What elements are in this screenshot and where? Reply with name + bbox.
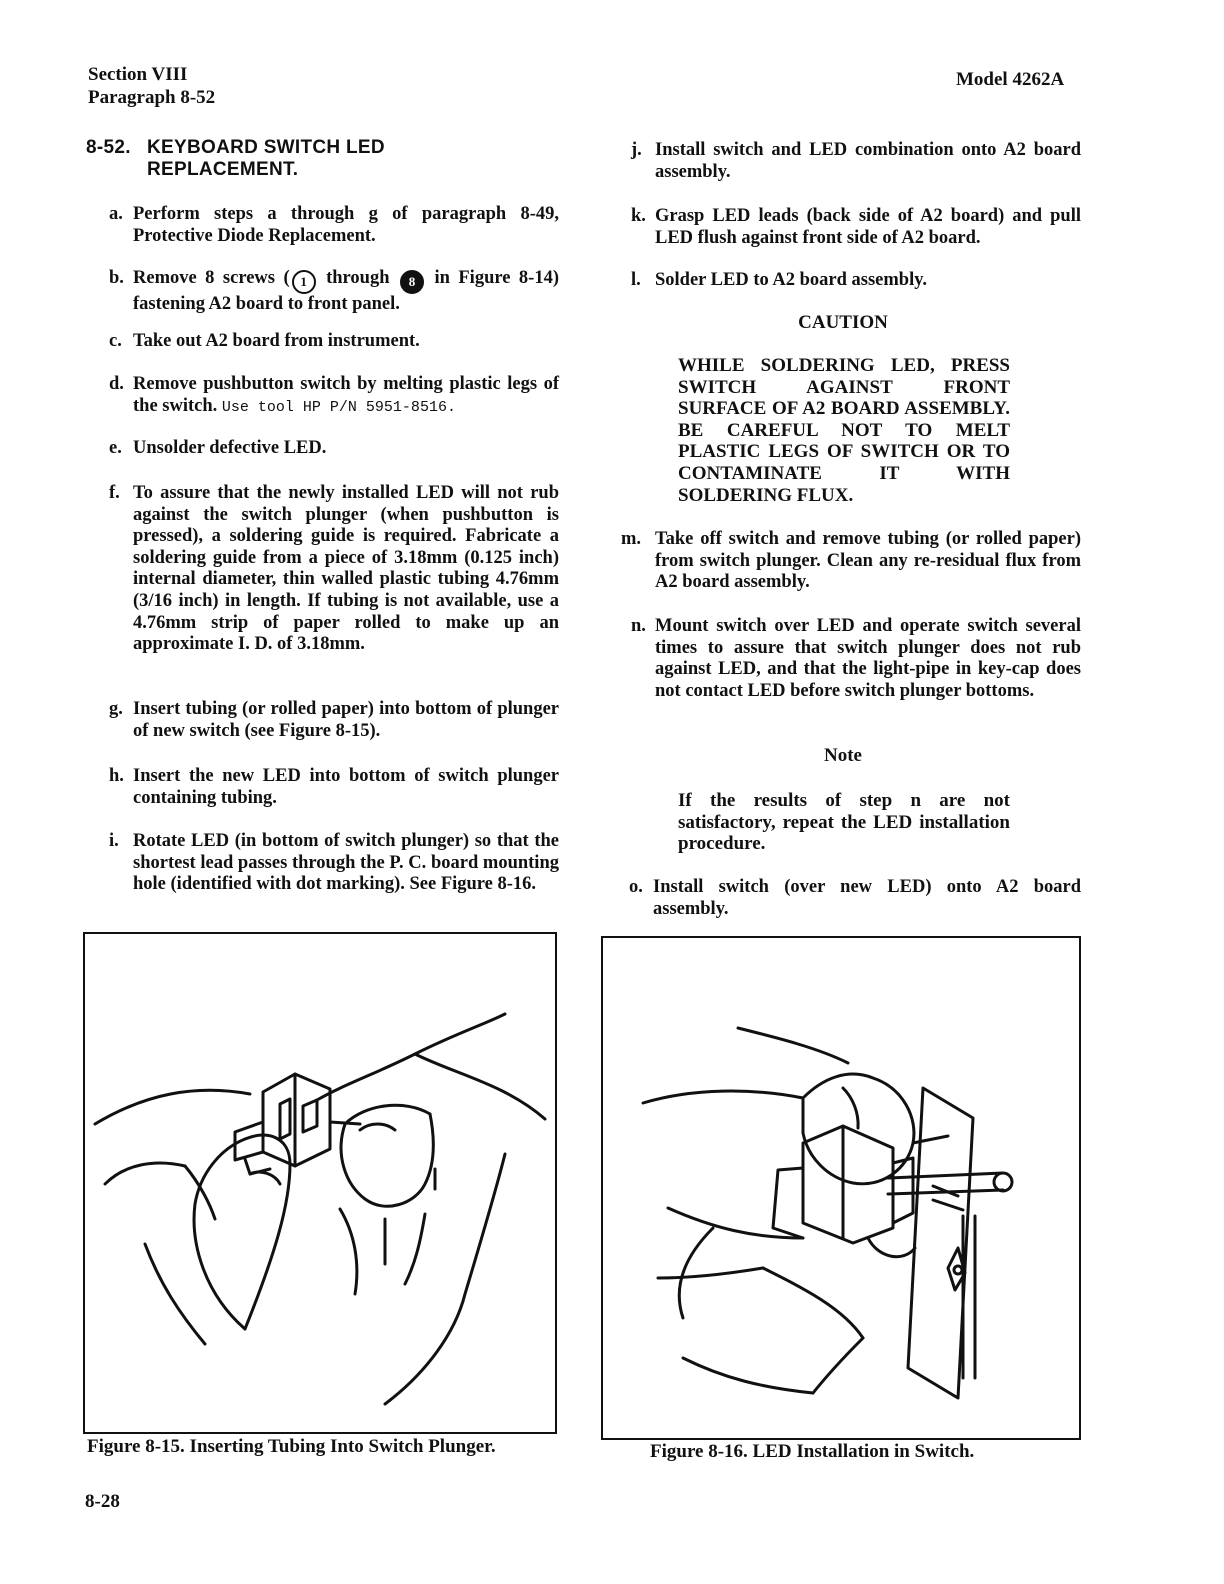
step-text: Solder LED to A2 board assembly. bbox=[655, 270, 928, 290]
step-letter: j. bbox=[631, 140, 642, 160]
step-text: Insert the new LED into bottom of switch plunger containing tubing. bbox=[133, 766, 559, 808]
step-text: Perform steps a through g of paragraph 8-49, Protective Diode Replacement. bbox=[133, 204, 559, 246]
note-text: If the results of step n are not satisfactory, repeat the LED installation procedure. bbox=[678, 790, 1010, 855]
step-text: Unsolder defective LED. bbox=[133, 438, 327, 458]
figure-8-15-caption: Figure 8-15. Inserting Tubing Into Switch Plunger. bbox=[87, 1436, 496, 1457]
page-number: 8-28 bbox=[85, 1491, 120, 1512]
caution-title: CAUTION bbox=[798, 312, 888, 333]
step-j bbox=[631, 140, 1081, 183]
step-text: Install switch and LED combination onto A2 board assembly. bbox=[655, 140, 1081, 182]
step-i bbox=[109, 831, 559, 896]
step-text-pre: Remove 8 screws ( bbox=[133, 268, 290, 288]
figure-8-16-caption: Figure 8-16. LED Installation in Switch. bbox=[650, 1441, 975, 1462]
heading-number: 8-52. bbox=[86, 137, 131, 158]
step-letter: f. bbox=[109, 483, 120, 503]
section-label: Section VIII bbox=[88, 64, 188, 85]
caution-text: WHILE SOLDERING LED, PRESS SWITCH AGAINST FRONT SURFACE OF A2 BOARD ASSEMBLY. BE CAREFUL NOT TO MELT PLASTIC LEGS OF SWITCH OR TO CONTAMINATE IT WITH SOLDERING FLUX. bbox=[678, 355, 1010, 506]
figure-8-16-illustration bbox=[601, 936, 1081, 1440]
step-text: Install switch (over new LED) onto A2 board assembly. bbox=[653, 877, 1081, 919]
figure-8-15-illustration bbox=[83, 932, 557, 1434]
step-k bbox=[631, 206, 1081, 249]
step-letter: h. bbox=[109, 766, 124, 786]
step-e bbox=[109, 438, 559, 460]
step-letter: b. bbox=[109, 268, 124, 288]
step-letter: k. bbox=[631, 206, 646, 226]
step-h bbox=[109, 766, 559, 809]
step-text: Grasp LED leads (back side of A2 board) and pull LED flush against front side of A2 board. bbox=[655, 206, 1081, 248]
step-letter: n. bbox=[631, 616, 646, 636]
model-label: Model 4262A bbox=[956, 69, 1065, 90]
step-letter: o. bbox=[629, 877, 643, 897]
screw-1-callout-icon: 1 bbox=[292, 270, 316, 294]
step-g bbox=[109, 699, 559, 742]
screw-8-callout-icon: 8 bbox=[400, 270, 424, 294]
step-text: Rotate LED (in bottom of switch plunger) so that the shortest lead passes through the P. C. board mounting hole (identified with dot marking). See Figure 8-16. bbox=[133, 831, 559, 895]
step-letter: l. bbox=[631, 270, 641, 290]
step-text: To assure that the newly installed LED will not rub against the switch plunger (when pushbutton is pressed), a soldering guide is required. Fabricate a soldering guide from a piece of 3.18mm (0.125 inch) internal diameter, thin walled plastic tubing 4.76mm (3/16 inch) in length. If tubing is not available, use a 4.76mm strip of paper rolled to make up an approximate I. D. of 3.18mm. bbox=[133, 483, 559, 655]
paragraph-label: Paragraph 8-52 bbox=[88, 87, 216, 108]
step-letter: i. bbox=[109, 831, 119, 851]
step-text-post: in Figure 8-14) fastening A2 board to front panel. bbox=[133, 268, 559, 314]
step-letter: c. bbox=[109, 331, 122, 351]
tool-part-number: Use tool HP P/N 5951-8516. bbox=[221, 398, 456, 416]
heading-line2: REPLACEMENT. bbox=[147, 159, 299, 180]
step-letter: d. bbox=[109, 374, 124, 394]
step-c bbox=[109, 331, 559, 353]
step-f bbox=[109, 483, 559, 656]
step-letter: m. bbox=[621, 529, 642, 549]
step-text: Take off switch and remove tubing (or rolled paper) from switch plunger. Clean any re-residual flux from A2 board assembly. bbox=[655, 529, 1081, 593]
step-n bbox=[631, 616, 1081, 702]
step-b bbox=[109, 268, 559, 316]
step-d bbox=[109, 374, 559, 418]
step-m bbox=[621, 529, 1081, 594]
step-text-mid: through bbox=[317, 268, 398, 288]
step-l bbox=[631, 270, 1081, 292]
step-letter: a. bbox=[109, 204, 123, 224]
step-o bbox=[629, 877, 1081, 920]
step-letter: e. bbox=[109, 438, 122, 458]
step-text: Take out A2 board from instrument. bbox=[133, 331, 420, 351]
note-title: Note bbox=[824, 745, 862, 766]
heading-line1: KEYBOARD SWITCH LED bbox=[147, 137, 385, 158]
step-text: Mount switch over LED and operate switch several times to assure that switch plunger does not rub against LED, and that the light-pipe in key-cap does not contact LED before switch plunger bottoms. bbox=[655, 616, 1081, 701]
step-a bbox=[109, 204, 559, 247]
step-text: Insert tubing (or rolled paper) into bottom of plunger of new switch (see Figure 8-15). bbox=[133, 699, 559, 741]
step-letter: g. bbox=[109, 699, 123, 719]
step-text: Remove pushbutton switch by melting plastic legs of the switch. bbox=[133, 374, 559, 416]
